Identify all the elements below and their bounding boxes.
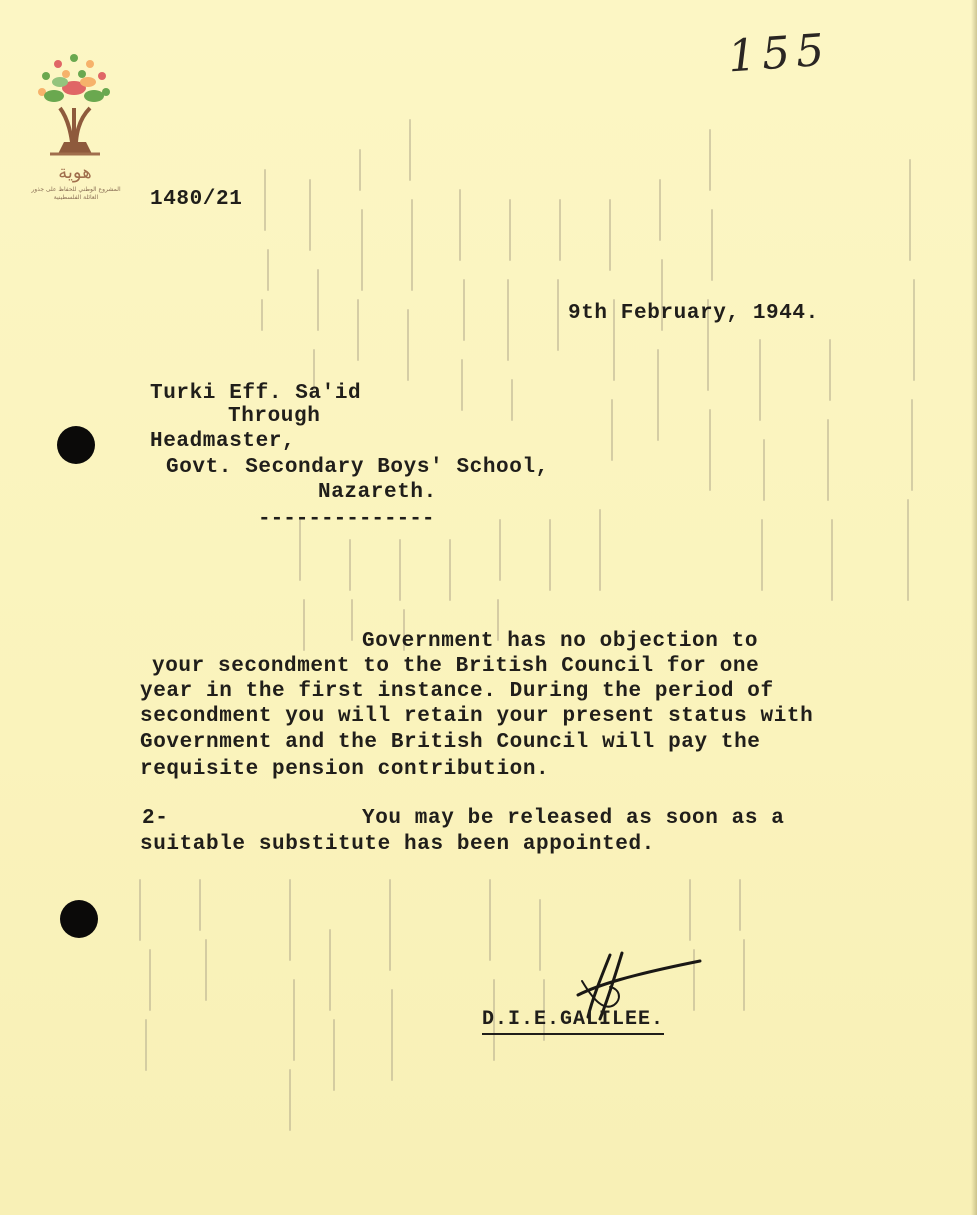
body-line-1: Government has no objection to — [362, 630, 759, 653]
page-number: 155 — [726, 24, 832, 83]
paragraph-2-number: 2- — [142, 807, 169, 830]
addressee-headmaster: Headmaster, — [150, 430, 296, 453]
addressee-through: Through — [228, 405, 321, 428]
punch-hole-lower — [60, 900, 98, 938]
addressee-name: Turki Eff. Sa'id — [150, 382, 362, 405]
logo-wordmark: هوية — [58, 162, 92, 183]
body-line-2: your secondment to the British Council for one — [152, 655, 760, 678]
body-line-5: Government and the British Council will pay the — [140, 731, 761, 754]
body-line-6: requisite pension contribution. — [140, 758, 550, 781]
body-line-3: year in the first instance. During the period of — [140, 680, 774, 703]
address-divider: -------------- — [258, 508, 435, 531]
logo-caption: المشروع الوطني للحفاظ على جذور العائلة الفلسطينية — [31, 186, 121, 201]
paragraph-2-line-1: You may be released as soon as a — [362, 807, 785, 830]
addressee-school: Govt. Secondary Boys' School, — [166, 456, 549, 479]
reference-number: 1480/21 — [150, 188, 243, 211]
addressee-town: Nazareth. — [318, 481, 437, 504]
body-line-4: secondment you will retain your present status with — [140, 705, 814, 728]
letter-date: 9th February, 1944. — [568, 302, 819, 325]
paragraph-2-line-2: suitable substitute has been appointed. — [140, 833, 655, 856]
signature-block: D.I.E.GALILEE. — [482, 1008, 664, 1035]
punch-hole-upper — [57, 426, 95, 464]
page-edge-shadow — [971, 0, 977, 1215]
